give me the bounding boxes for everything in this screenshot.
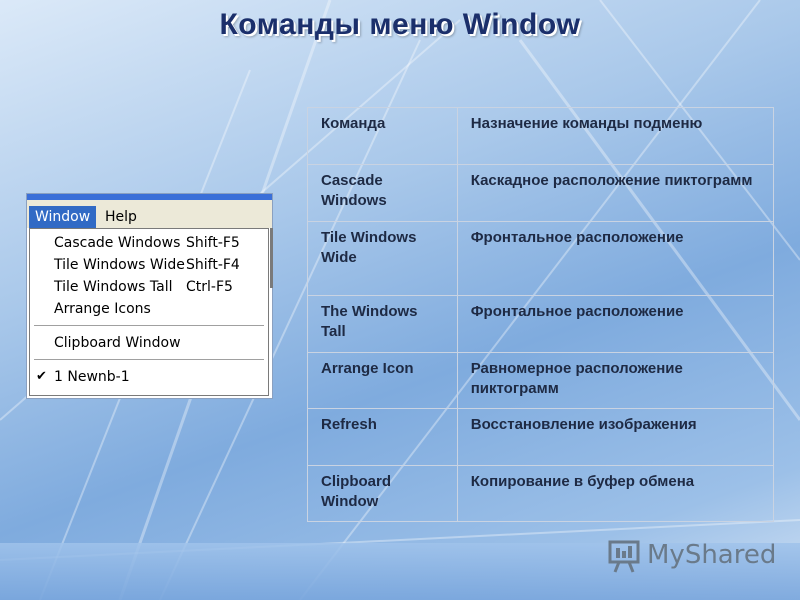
- menu-item-shortcut: Shift-F5: [186, 235, 240, 251]
- table-row: [308, 466, 774, 522]
- menu-separator: [34, 359, 264, 361]
- cell-purpose: Копирование в буфер обмена: [457, 466, 773, 522]
- cell-purpose: Равномерное расположение пиктограмм: [457, 353, 773, 409]
- menu-item-arrange-icons[interactable]: [30, 298, 268, 320]
- window-menu-screenshot: [26, 193, 273, 399]
- menu-window[interactable]: Window: [29, 206, 96, 228]
- table-row: [308, 222, 774, 296]
- commands-table: [307, 107, 774, 522]
- menu-item-clipboard[interactable]: [30, 332, 268, 354]
- table-row: [308, 296, 774, 353]
- cell-purpose: Каскадное расположение пиктограмм: [457, 165, 773, 222]
- cell-purpose: Фронтальное расположение: [457, 222, 773, 296]
- header-command: Команда: [308, 108, 458, 165]
- logo-text: MyShared: [647, 540, 777, 570]
- menu-item-document[interactable]: [30, 366, 268, 388]
- menu-separator: [34, 325, 264, 327]
- cell-purpose: Фронтальное расположение: [457, 296, 773, 353]
- slide-title: Команды меню Window: [219, 8, 581, 41]
- menu-item-label: Cascade Windows: [54, 235, 181, 251]
- header-purpose: Назначение команды подменю: [457, 108, 773, 165]
- cell-command: Clipboard Window: [308, 466, 458, 522]
- window-edge: [270, 228, 273, 288]
- menu-item-shortcut: Ctrl-F5: [186, 279, 233, 295]
- cell-command: Arrange Icon: [308, 353, 458, 409]
- checkmark-icon: ✔: [36, 369, 47, 384]
- menubar: [27, 194, 272, 228]
- table-row: [308, 165, 774, 222]
- menu-item-cascade[interactable]: [30, 232, 268, 254]
- table-header-row: [308, 108, 774, 165]
- menu-item-label: Tile Windows Tall: [54, 279, 173, 295]
- cell-command: The Windows Tall: [308, 296, 458, 353]
- table-row: [308, 353, 774, 409]
- table-row: [308, 409, 774, 466]
- presentation-board-icon: [607, 538, 643, 574]
- cell-command: Refresh: [308, 409, 458, 466]
- cell-command: Cascade Windows: [308, 165, 458, 222]
- menu-help[interactable]: Help: [105, 209, 137, 225]
- cell-purpose: Восстановление изображения: [457, 409, 773, 466]
- menu-item-label: 1 Newnb-1: [54, 369, 130, 385]
- window-dropdown: [29, 228, 269, 396]
- menu-item-label: Tile Windows Wide: [54, 257, 185, 273]
- menu-item-label: Clipboard Window: [54, 335, 181, 351]
- cell-command: Tile Windows Wide: [308, 222, 458, 296]
- menu-item-tile-wide[interactable]: [30, 254, 268, 276]
- menu-item-label: Arrange Icons: [54, 301, 151, 317]
- menu-item-shortcut: Shift-F4: [186, 257, 240, 273]
- menu-item-tile-tall[interactable]: [30, 276, 268, 298]
